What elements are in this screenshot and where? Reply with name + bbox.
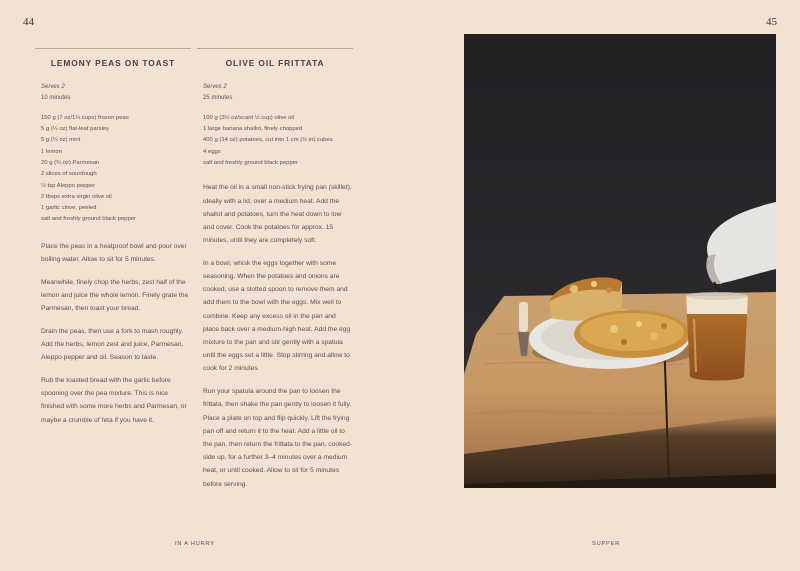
running-head-right: SUPPER: [592, 541, 621, 547]
ingredient: salt and freshly ground black pepper: [41, 216, 136, 223]
ingredient-list: [197, 113, 353, 169]
method-step: Heat the oil in a small non-stick frying pan (skillet), ideally with a lid, over a medium heat. Add the shallot and potatoes, turn the heat down to low and cover. Cook the potatoes for approx. 15 minutes, until they are completely soft.: [203, 184, 352, 245]
ingredient: 4 eggs: [203, 148, 221, 155]
ingredient: 1 garlic clove, peeled: [41, 205, 97, 212]
cook-time: 25 minutes: [203, 95, 233, 102]
cook-time: 10 minutes: [41, 95, 71, 102]
page-number-left: 44: [23, 16, 34, 28]
running-head-left: IN A HURRY: [175, 541, 215, 547]
frittata-photo: [464, 34, 776, 488]
title-rule: [35, 48, 191, 49]
serves: Serves 2: [203, 84, 227, 90]
recipe-lemony-peas: [35, 48, 191, 436]
ingredient: 5 g (¼ oz) flat-leaf parsley: [41, 126, 110, 133]
ingredient: salt and freshly ground black pepper: [203, 160, 298, 166]
ingredient: 150 g (7 oz/1¼ cups) frozen peas: [41, 114, 129, 121]
recipe-olive-oil-frittata: [197, 48, 353, 500]
title-rule: [197, 48, 353, 49]
method: [35, 240, 191, 427]
method: [197, 181, 353, 490]
recipe-title: LEMONY PEAS ON TOAST: [50, 58, 176, 68]
ingredient: 2 tbsps extra virgin olive oil: [41, 193, 112, 200]
ingredient: 100 g (3½ oz/scant ½ cup) olive oil: [203, 114, 295, 121]
recipe-meta: [197, 82, 353, 105]
recipe-meta: [35, 82, 191, 105]
page-number-right: 45: [766, 16, 777, 28]
ingredient: 5 g (¼ oz) mint: [41, 137, 81, 144]
method-step: Run your spatula around the pan to loosen the frittata, then shake the pan gently to loosen it fully. Place a plate on top and flip quickly. Lift the frying pan off and return it to the heat. Add a little oil to the pan, then return the frittata to the pan, cooked-side up, for a further 3–4 minutes over a medium heat, or until cooked. Allow to sit for 5 minutes before serving.: [203, 388, 353, 488]
recipe-title: OLIVE OIL FRITTATA: [225, 58, 325, 68]
ingredient: 400 g (14 oz) potatoes, cut into 1 cm (½ in) cubes: [203, 137, 333, 144]
method-step: Place the peas in a heatproof bowl and pour over boiling water. Allow to sit for 5 minutes.: [41, 242, 187, 263]
serves: Serves 2: [41, 84, 65, 90]
ingredient: ½ tsp Aleppo pepper: [41, 182, 96, 189]
ingredient: 1 lemon: [41, 148, 62, 155]
method-step: Meanwhile, finely chop the herbs, zest half of the lemon and juice the whole lemon. Finely grate the Parmesan, then toast your bread.: [41, 278, 189, 313]
ingredient: 1 large banana shallot, finely chopped: [203, 126, 303, 133]
ingredient: 20 g (¾ oz) Parmesan: [41, 160, 100, 166]
method-step: Drain the peas, then use a fork to mash roughly. Add the herbs, lemon zest and juice, Parmesan, Aleppo pepper and oil. Season to taste.: [41, 327, 184, 362]
ingredient: 2 slices of sourdough: [41, 171, 97, 178]
ingredient-list: [35, 113, 191, 226]
method-step: Rub the toasted bread with the garlic before spooning over the pea mixture. This is nice finished with some more herbs and Parmesan, or maybe a crumble of feta if you have it.: [41, 376, 187, 424]
method-step: In a bowl, whisk the eggs together with some seasoning. When the potatoes and onions are cooked, use a slotted spoon to remove them and add them to the bowl with the eggs. Mix well to combine. Keep any excess oil in the pan and place back over a medium-high heat. Add the egg mixture to the pan and stir gently with a spatula until the eggs set a little. Stop stirring and allow to cook for 2 minutes.: [203, 259, 351, 373]
